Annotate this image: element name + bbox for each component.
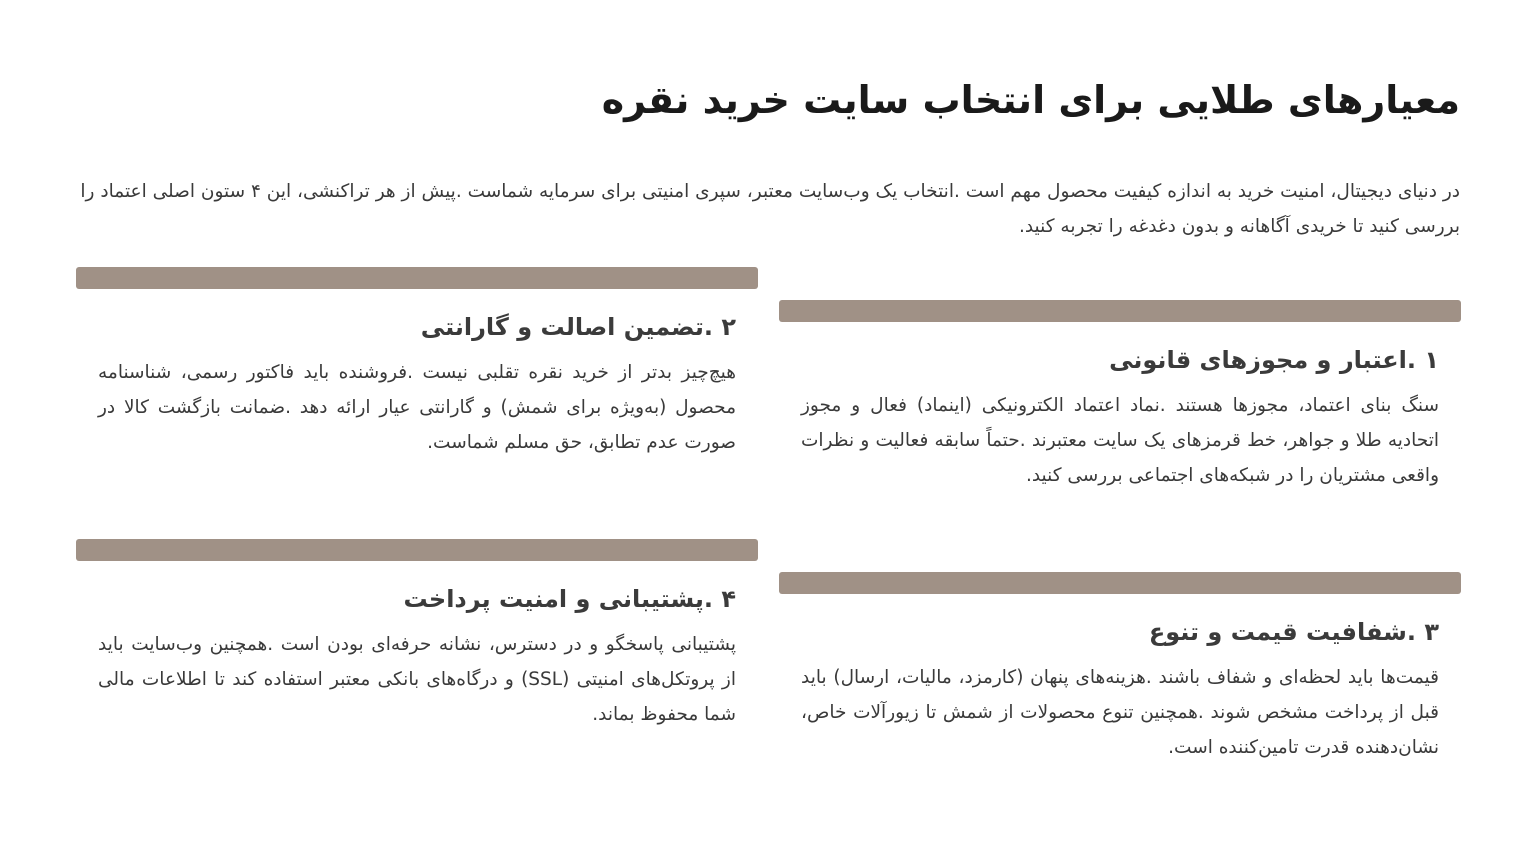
card-body: قیمت‌ها باید لحظه‌ای و شفاف باشند .هزینه‌های پنهان (کارمزد، مالیات، ارسال) باید قبل از پرداخت مشخص شوند .همچنین تنوع محصولات از شمش تا زیورآلات خاص، نشان‌دهنده قدرت تامین‌کننده است. [801, 667, 1439, 758]
card-heading: ۳ .شفافیت قیمت و تنوع [1148, 618, 1439, 646]
card-accent-bar [779, 572, 1461, 594]
criterion-card-authenticity [76, 267, 758, 460]
card-heading: ۴ .پشتیبانی و امنیت پرداخت [403, 585, 736, 613]
card-body: هیچ‌چیز بدتر از خرید نقره تقلبی نیست .فروشنده باید فاکتور رسمی، شناسنامه محصول (به‌ویژه برای شمش) و گارانتی عیار ارائه دهد .ضمانت بازگشت کالا در صورت عدم تطابق، حق مسلم شماست. [98, 362, 736, 453]
card-accent-bar [76, 539, 758, 561]
card-accent-bar [779, 300, 1461, 322]
criterion-card-pricing [779, 572, 1461, 765]
card-body: سنگ بنای اعتماد، مجوزها هستند .نماد اعتماد الکترونیکی (اینماد) فعال و مجوز اتحادیه طلا و جواهر، خط قرمزهای یک سایت معتبرند .حتماً سابقه فعالیت و نظرات واقعی مشتریان را در شبکه‌های اجتماعی بررسی کنید. [801, 395, 1439, 486]
page-title: معیارهای طلایی برای انتخاب سایت خرید نقره [601, 78, 1460, 122]
card-accent-bar [76, 267, 758, 289]
card-heading: ۱ .اعتبار و مجوزهای قانونی [1109, 346, 1439, 374]
criterion-card-support [76, 539, 758, 732]
card-heading: ۲ .تضمین اصالت و گارانتی [420, 313, 736, 341]
card-body: پشتیبانی پاسخگو و در دسترس، نشانه حرفه‌ای بودن است .همچنین وب‌سایت باید از پروتکل‌های امنیتی (SSL) و درگاه‌های بانکی معتبر استفاده کند تا اطلاعات مالی شما محفوظ بماند. [98, 634, 736, 725]
criterion-card-legal [779, 300, 1461, 493]
intro-paragraph: در دنیای دیجیتال، امنیت خرید به اندازه کیفیت محصول مهم است .انتخاب یک وب‌سایت معتبر، سپری امنیتی برای سرمایه شماست .پیش از هر تراکنشی، این ۴ ستون اصلی اعتماد را بررسی کنید تا خریدی آگاهانه و بدون دغدغه را تجربه کنید. [80, 181, 1460, 237]
